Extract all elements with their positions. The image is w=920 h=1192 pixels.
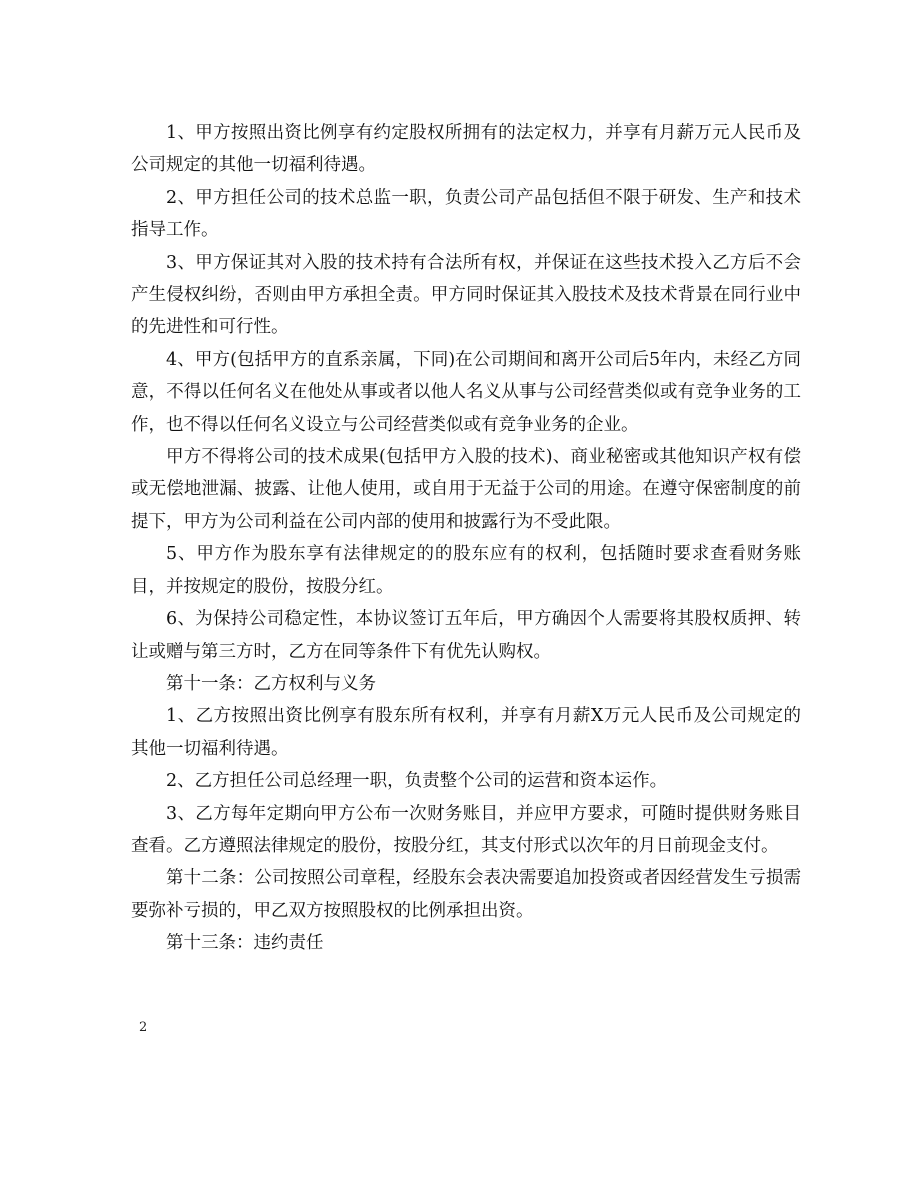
paragraph-11: 3、乙方每年定期向甲方公布一次财务账目，并应甲方要求，可随时提供财务账目查看。乙方遵照法律规定的股份，按股分红，其支付形式以次年的月日前现金支付。 [131,803,801,856]
paragraph-6: 5、甲方作为股东享有法律规定的的股东应有的权利，包括随时要求查看财务账目，并按规定的股份，按股分红。 [131,544,801,597]
page-number: 2 [139,1020,148,1035]
paragraph-10: 2、乙方担任公司总经理一职，负责整个公司的运营和资本运作。 [166,771,668,792]
article-13-heading: 第十三条：违约责任 [166,933,324,954]
paragraph-2: 2、甲方担任公司的技术总监一职，负责公司产品包括但不限于研发、生产和技术指导工作。 [131,187,801,241]
paragraph-3: 3、甲方保证其对入股的技术持有合法所有权，并保证在这些技术投入乙方后不会产生侵权纠纷，否则由甲方承担全责。甲方同时保证其入股技术及技术背景在同行业中的先进性和可行性。 [131,252,801,338]
article-12-paragraph: 第十二条：公司按照公司章程，经股东会表决需要追加投资或者因经营发生亏损需要弥补亏损的，甲乙双方按照股权的比例承担出资。 [131,868,801,921]
paragraph-7: 6、为保持公司稳定性，本协议签订五年后，甲方确因个人需要将其股权质押、转让或赠与第三方时，乙方在同等条件下有优先认购权。 [131,609,801,662]
paragraph-9: 1、乙方按照出资比例享有股东所有权利，并享有月薪X万元人民币及公司规定的其他一切福利待遇。 [131,706,801,759]
paragraph-1: 1、甲方按照出资比例享有约定股权所拥有的法定权力，并享有月薪万元人民币及公司规定的其他一切福利待遇。 [131,123,801,176]
paragraph-5: 甲方不得将公司的技术成果(包括甲方入股的技术)、商业秘密或其他知识产权有偿或无偿地泄漏、披露、让他人使用，或自用于无益于公司的用途。在遵守保密制度的前提下，甲方为公司利益在公司内部的使用和披露行为不受此限。 [131,447,801,532]
paragraph-4: 4、甲方(包括甲方的直系亲属，下同)在公司期间和离开公司后5年内，未经乙方同意，不得以任何名义在他处从事或者以他人名义从事与公司经营类似或有竞争业务的工作，也不得以任何名义设立与公司经营类似或有竞争业务的企业。 [131,349,801,435]
article-11-heading: 第十一条：乙方权利与义务 [166,673,376,694]
document-body [131,117,801,960]
